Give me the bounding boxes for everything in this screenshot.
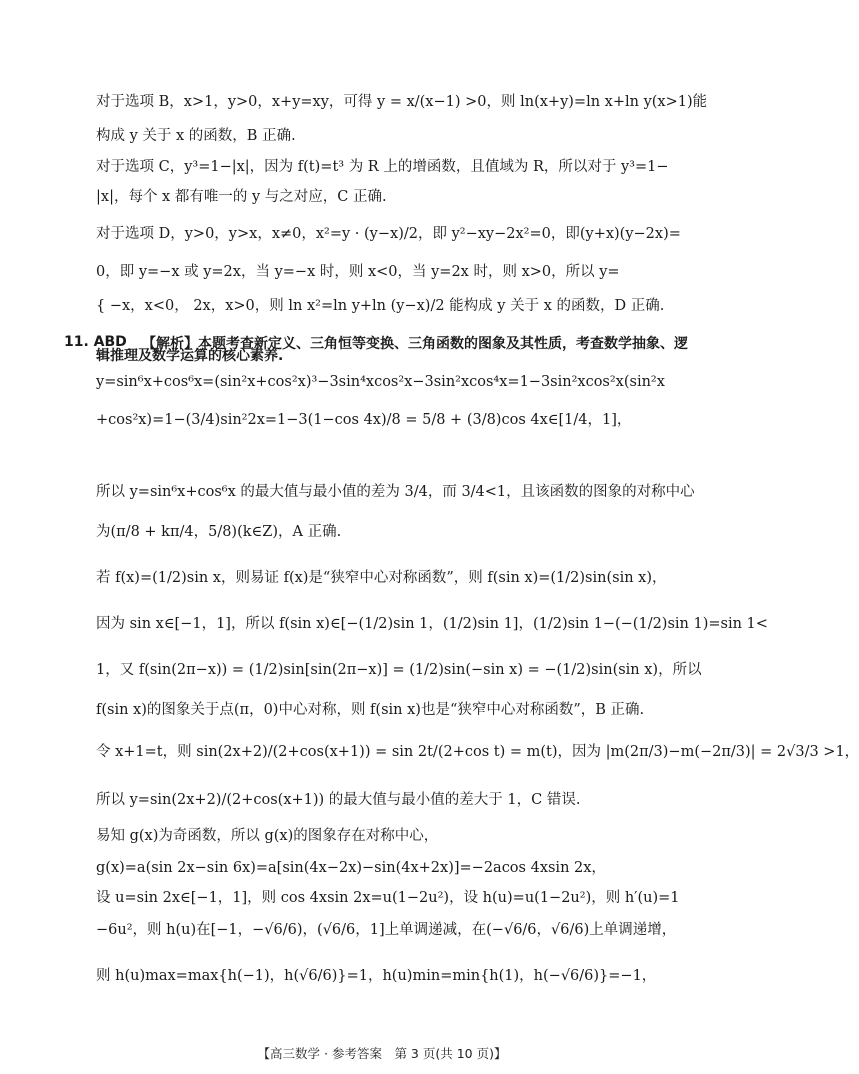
solution-line: 因为 sin x∈[−1，1]，所以 f(sin x)∈[−(1/2)sin 1，(1/2)sin 1]，(1/2)sin 1−(−(1/2)sin 1)=sin 1< — [96, 616, 768, 632]
solution-line: 1，又 f(sin(2π−x)) = (1/2)sin[sin(2π−x)] = (1/2)sin(−sin x) = −(1/2)sin(sin x)，所以 — [96, 662, 702, 678]
solution-line: g(x)=a(sin 2x−sin 6x)=a[sin(4x−2x)−sin(4x+2x)]=−2acos 4xsin 2x， — [96, 860, 606, 876]
solution-line: −6u²，则 h(u)在[−1，−√6/6)，(√6/6，1]上单调递减，在(−√6/6，√6/6)上单调递增， — [96, 922, 677, 938]
solution-line: 若 f(x)=(1/2)sin x，则易证 f(x)是“狭窄中心对称函数”，则 f(sin x)=(1/2)sin(sin x)， — [96, 570, 667, 586]
solution-line: 令 x+1=t，则 sin(2x+2)/(2+cos(x+1)) = sin 2t/(2+cos t) = m(t)，因为 |m(2π/3)−m(−2π/3)| = 2√3/3 >1， — [96, 744, 859, 760]
item-11-analysis-cont: 辑推理及数学运算的核心素养. — [96, 348, 284, 364]
solution-line: 所以 y=sin(2x+2)/(2+cos(x+1)) 的最大值与最小值的差大于 1，C 错误. — [96, 792, 581, 808]
solution-line: { −x，x<0， 2x，x>0，则 ln x²=ln y+ln (y−x)/2 能构成 y 关于 x 的函数，D 正确. — [96, 298, 665, 314]
solution-line: y=sin⁶x+cos⁶x=(sin²x+cos²x)³−3sin⁴xcos²x−3sin²xcos⁴x=1−3sin²xcos²x(sin²x — [96, 374, 665, 390]
solution-line: 对于选项 D，y>0，y>x，x≠0，x²=y · (y−x)/2，即 y²−xy−2x²=0，即(y+x)(y−2x)= — [96, 226, 681, 242]
item-11-analysis: 【解析】本题考查新定义、三角恒等变换、三角函数的图象及其性质，考查数学抽象、逻 — [142, 336, 688, 352]
solution-line: 构成 y 关于 x 的函数，B 正确. — [96, 128, 296, 144]
solution-line: +cos²x)=1−(3/4)sin²2x=1−3(1−cos 4x)/8 = 5/8 + (3/8)cos 4x∈[1/4，1]， — [96, 412, 632, 428]
solution-line: f(sin x)的图象关于点(π，0)中心对称，则 f(sin x)也是“狭窄中心对称函数”，B 正确. — [96, 702, 645, 718]
solution-line: 对于选项 B，x>1，y>0，x+y=xy，可得 y = x/(x−1) >0，则 ln(x+y)=ln x+ln y(x>1)能 — [96, 94, 708, 110]
item-11-number: 11. ABD — [64, 334, 127, 350]
solution-line: 为(π/8 + kπ/4，5/8)(k∈Z)，A 正确. — [96, 524, 342, 540]
solution-line: |x|，每个 x 都有唯一的 y 与之对应，C 正确. — [96, 189, 387, 205]
solution-line: 对于选项 C，y³=1−|x|，因为 f(t)=t³ 为 R 上的增函数，且值域为 R，所以对于 y³=1− — [96, 159, 669, 175]
page-footer: 【高三数学 · 参考答案 第 3 页(共 10 页)】 — [257, 1046, 507, 1061]
solution-line: 0，即 y=−x 或 y=2x，当 y=−x 时，则 x<0，当 y=2x 时，则 x>0，所以 y= — [96, 264, 620, 280]
solution-line: 所以 y=sin⁶x+cos⁶x 的最大值与最小值的差为 3/4，而 3/4<1，且该函数的图象的对称中心 — [96, 484, 695, 500]
solution-line: 易知 g(x)为奇函数，所以 g(x)的图象存在对称中心， — [96, 828, 439, 844]
solution-line: 则 h(u)max=max{h(−1)，h(√6/6)}=1，h(u)min=min{h(1)，h(−√6/6)}=−1， — [96, 968, 657, 984]
solution-line: 设 u=sin 2x∈[−1，1]，则 cos 4xsin 2x=u(1−2u²)，设 h(u)=u(1−2u²)，则 h′(u)=1 — [96, 890, 680, 906]
